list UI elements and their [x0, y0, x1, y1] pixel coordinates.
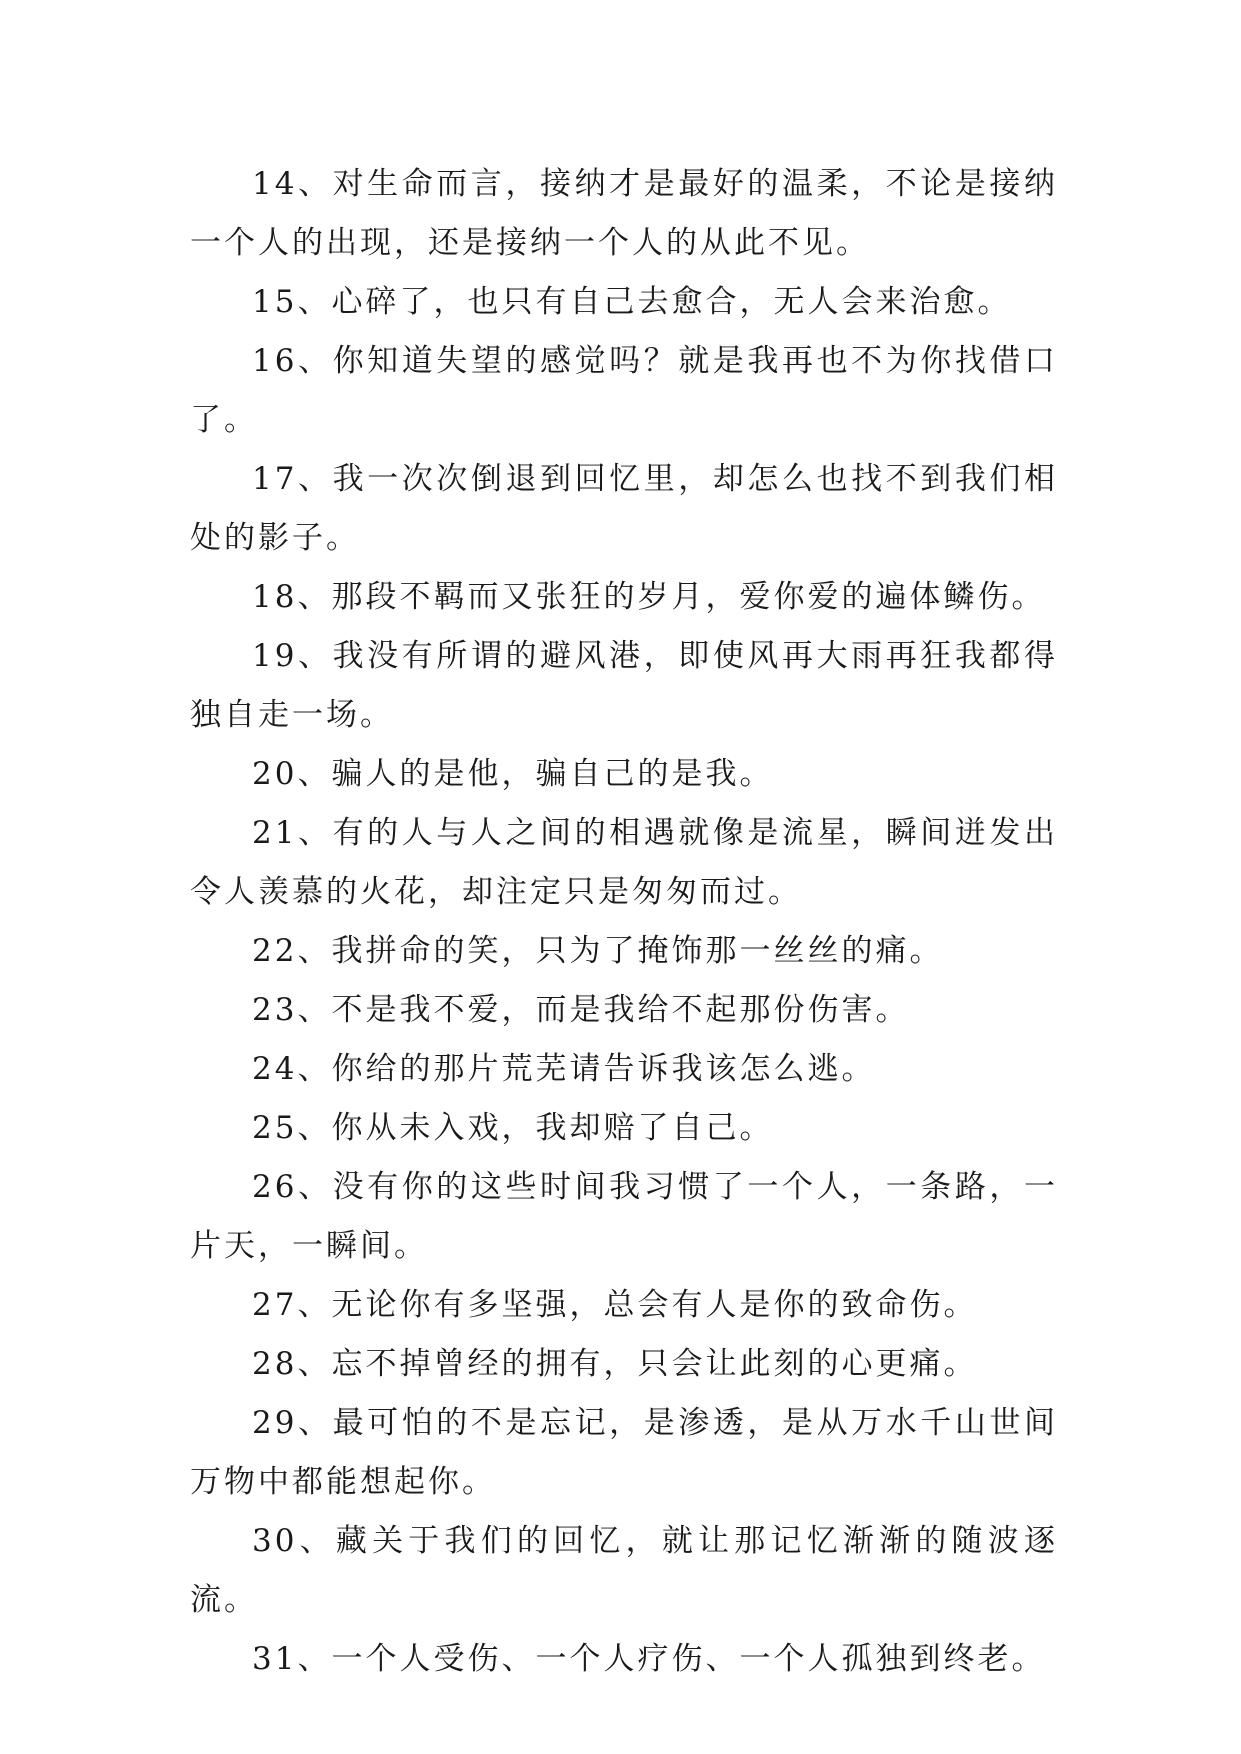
paragraph-21: 21、有的人与人之间的相遇就像是流星，瞬间迸发出令人羡慕的火花，却注定只是匆匆而过。 [190, 815, 1058, 910]
paragraph-17: 17、我一次次倒退到回忆里，却怎么也找不到我们相处的影子。 [190, 461, 1058, 556]
paragraph-20: 20、骗人的是他，骗自己的是我。 [252, 756, 774, 792]
paragraph-26: 26、没有你的这些时间我习惯了一个人，一条路，一片天，一瞬间。 [190, 1169, 1058, 1264]
paragraph-14: 14、对生命而言，接纳才是最好的温柔，不论是接纳一个人的出现，还是接纳一个人的从此不见。 [190, 166, 1058, 261]
paragraph-24: 24、你给的那片荒芜请告诉我该怎么逃。 [252, 1051, 876, 1087]
paragraph-23: 23、不是我不爱，而是我给不起那份伤害。 [252, 992, 910, 1028]
paragraph-18: 18、那段不羁而又张狂的岁月，爱你爱的遍体鳞伤。 [252, 579, 1046, 615]
paragraph-31: 31、一个人受伤、一个人疗伤、一个人孤独到终老。 [252, 1641, 1046, 1677]
document-body [190, 155, 1058, 1689]
paragraph-28: 28、忘不掉曾经的拥有，只会让此刻的心更痛。 [252, 1346, 978, 1382]
paragraph-22: 22、我拼命的笑，只为了掩饰那一丝丝的痛。 [252, 933, 944, 969]
paragraph-16: 16、你知道失望的感觉吗？就是我再也不为你找借口了。 [190, 343, 1058, 438]
paragraph-27: 27、无论你有多坚强，总会有人是你的致命伤。 [252, 1287, 978, 1323]
paragraph-15: 15、心碎了，也只有自己去愈合，无人会来治愈。 [252, 284, 1012, 320]
paragraph-30: 30、藏关于我们的回忆，就让那记忆渐渐的随波逐流。 [190, 1523, 1058, 1618]
paragraph-19: 19、我没有所谓的避风港，即使风再大雨再狂我都得独自走一场。 [190, 638, 1058, 733]
paragraph-25: 25、你从未入戏，我却赔了自己。 [252, 1110, 774, 1146]
paragraph-29: 29、最可怕的不是忘记，是渗透，是从万水千山世间万物中都能想起你。 [190, 1405, 1058, 1500]
